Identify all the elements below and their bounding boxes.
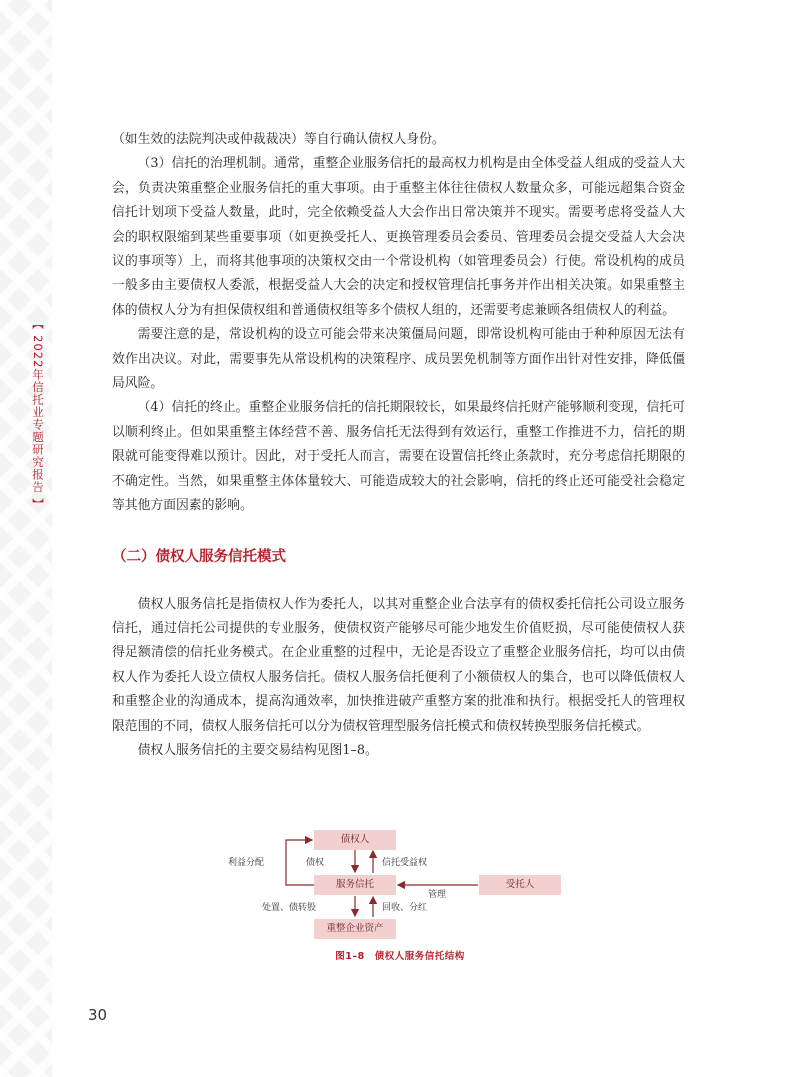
node-creditor: 债权人 xyxy=(314,830,396,850)
paragraph: 债权人服务信托是指债权人作为委托人，以其对重整企业合法享有的债权委托信托公司设立服务信托，通过信托公司提供的专业服务，使债权资产能够尽可能少地发生价值贬损，尽可能使债权人获得足额清偿的信托业务模式。在企业重整的过程中，无论是否设立了重整企业服务信托，均可以由债权人作为委托人设立债权人服务信托。债权人服务信托便利了小额债权人的集合，也可以降低债权人和重整企业的沟通成本，提高沟通效率，加快推进破产重整方案的批准和执行。根据受托人的管理权限范围的不同，债权人服务信托可以分为债权管理型服务信托模式和债权转换型服务信托模式。 xyxy=(112,596,685,734)
body-text xyxy=(112,128,685,763)
label-disposal: 处置、债转股 xyxy=(262,903,317,913)
figure-caption: 图1–8 债权人服务信托结构 xyxy=(335,951,465,962)
label-benefit-distribution: 利益分配 xyxy=(228,858,265,868)
decorative-side-strip xyxy=(0,0,52,1077)
section-heading: （二）债权人服务信托模式 xyxy=(112,548,286,565)
paragraph: （3）信托的治理机制。通常，重整企业服务信托的最高权力机构是由全体受益人组成的受益人大会，负责决策重整企业服务信托的重大事项。由于重整主体往往债权人数量众多，可能远超集合资金信托计划项下受益人数量，此时，完全依赖受益人大会作出日常决策并不现实。需要考虑将受益人大会的职权限缩到某些重要事项（如更换受托人、更换管理委员会委员、管理委员会提交受益人大会决议的事项等）上，而将其他事项的决策权交由一个常设机构（如管理委员会）行使。常设机构的成员一般多由主要债权人委派，根据受益人大会的决定和授权管理信托事务并作出相关决策。如果重整主体的债权人分为有担保债权组和普通债权组等多个债权人组的，还需要考虑兼顾各组债权人的利益。 xyxy=(112,156,685,318)
node-trustee: 受托人 xyxy=(479,875,561,895)
label-recovery: 回收、分红 xyxy=(382,903,428,913)
paragraph: （4）信托的终止。重整企业服务信托的信托期限较长，如果最终信托财产能够顺利变现，信托可以顺利终止。但如果重整主体经营不善、服务信托无法得到有效运行，重整工作推进不力，信托的期限就可能变得难以预计。因此，对于受托人而言，需要在设置信托终止条款时，充分考虑信托期限的不确定性。当然，如果重整主体体量较大、可能造成较大的社会影响，信托的终止还可能受社会稳定等其他方面因素的影响。 xyxy=(112,400,685,514)
paragraph: （如生效的法院判决或仲裁裁决）等自行确认债权人身份。 xyxy=(112,132,445,147)
node-service-trust: 服务信托 xyxy=(314,875,396,895)
label-beneficial-right: 信托受益权 xyxy=(382,858,428,868)
paragraph: 需要注意的是，常设机构的设立可能会带来决策僵局问题，即常设机构可能由于种种原因无法有效作出决议。对此，需要事先从常设机构的决策程序、成员罢免机制等方面作出针对性安排，降低僵局风险。 xyxy=(112,327,685,392)
running-header-vertical: 【 2022年信托业专题研究报告 】 xyxy=(31,318,45,511)
label-management: 管理 xyxy=(428,890,447,900)
node-assets: 重整企业资产 xyxy=(314,919,396,939)
page-number: 30 xyxy=(88,1006,108,1024)
label-claim: 债权 xyxy=(306,858,325,868)
paragraph: 债权人服务信托的主要交易结构见图1–8。 xyxy=(137,742,378,758)
